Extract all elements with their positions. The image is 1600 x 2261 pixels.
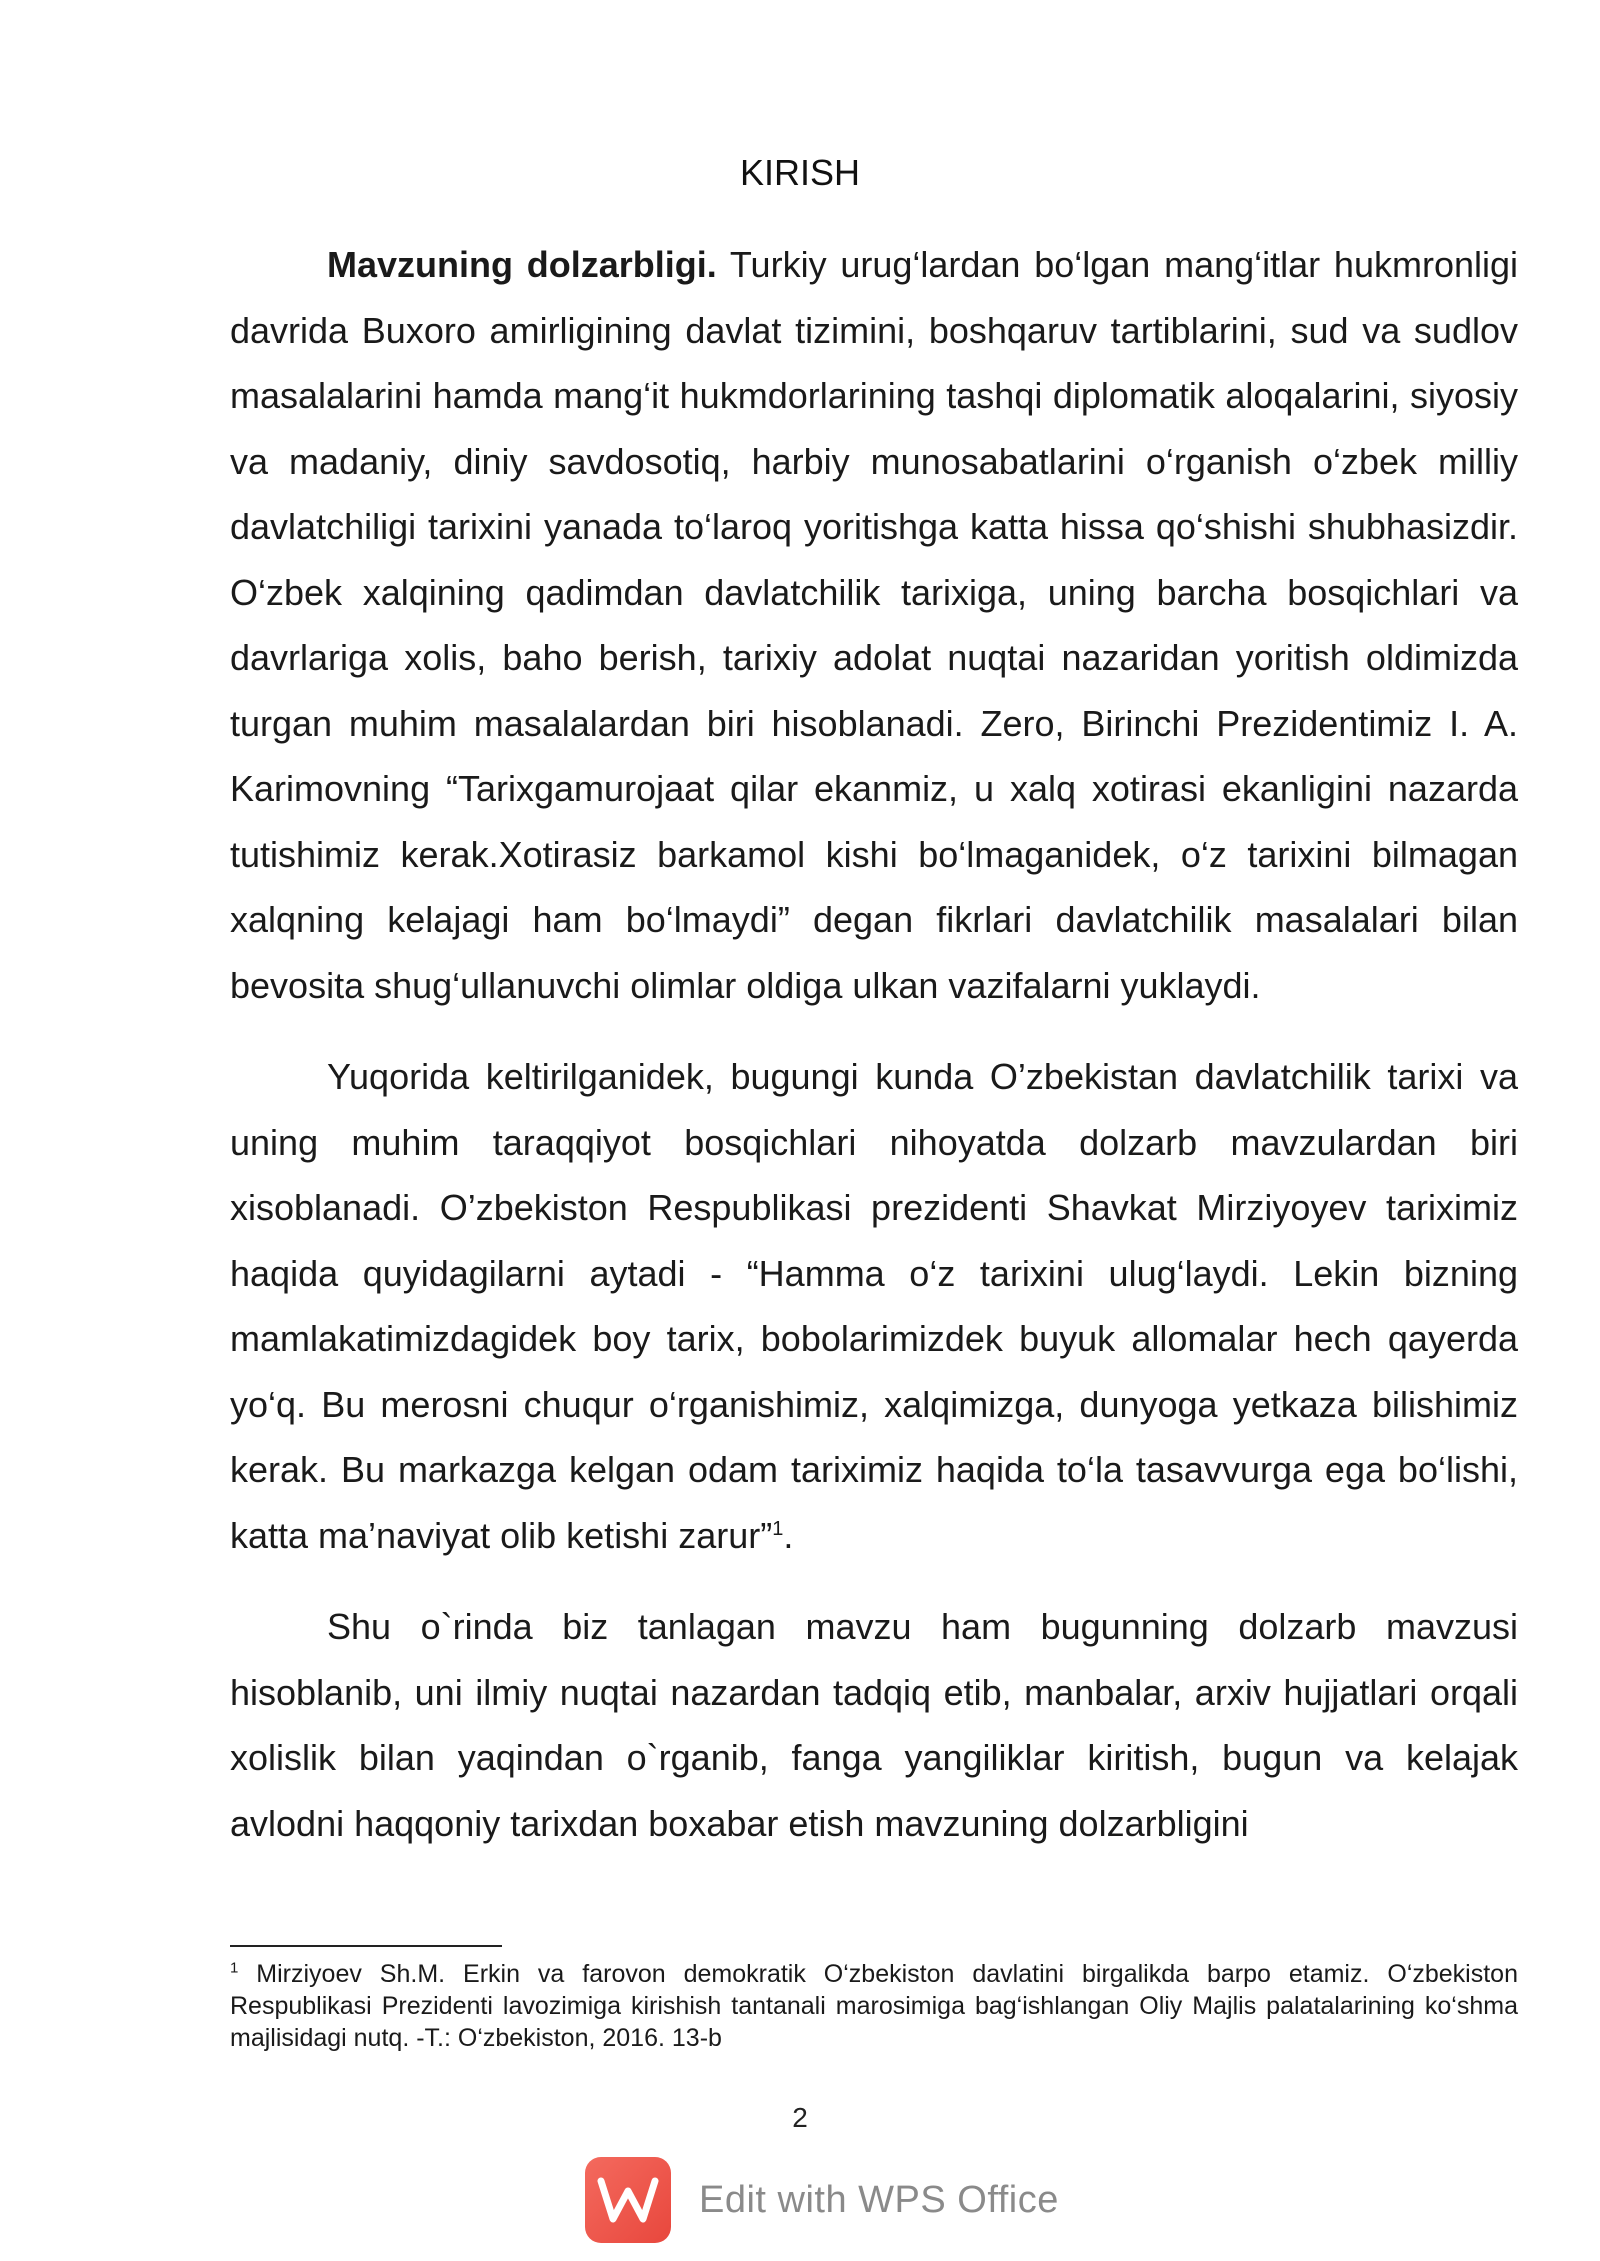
footnote-text: Mirziyoev Sh.M. Erkin va farovon demokratik O‘zbekiston davlatini birgalikda barpo etamiz. O‘zbekiston Respublikasi Prezidenti lavozimiga kirishish tantanali marosimiga bag‘ishlangan Oliy Majlis palatalarining ko‘shma majlisidagi nutq. -T.: O‘zbekiston, 2016. 13-b [230,1960,1518,2052]
footnote [230,1958,1518,2054]
paragraph-2 [230,1044,1518,1568]
paragraph-text: Turkiy urug‘lardan bo‘lgan mang‘itlar hukmronligi davrida Buxoro amirligining davlat tizimini, boshqaruv tartiblarini, sud va sudlov masalalarini hamda mang‘it hukmdorlarining tashqi diplomatik aloqalarini, siyosiy va madaniy, diniy savdosotiq, harbiy munosabatlarini o‘rganish o‘zbek milliy davlatchiligi tarixini yanada to‘laroq yoritishga katta hissa qo‘shishi shubhasizdir. O‘zbek xalqining qadimdan davlatchilik tarixiga, uning barcha bosqichlari va davrlariga xolis, baho berish, tarixiy adolat nuqtai nazaridan yoritish oldimizda turgan muhim masalalardan biri hisoblanadi. Zero, Birinchi Prezidentimiz I. A. Karimovning “Tarixgamurojaat qilar ekanmiz, u xalq xotirasi ekanligini nazarda tutishimiz kerak.Xotirasiz barkamol kishi bo‘lmaganidek, o‘z tarixini bilmagan xalqning kelajagi ham bo‘lmaydi” degan fikrlari davlatchilik masalalari bilan bevosita shug‘ullanuvchi olimlar oldiga ulkan vazifalarni yuklaydi. [230,244,1519,1006]
wps-edit-label[interactable]: Edit with WPS Office [699,2178,1059,2221]
paragraph-lead: Mavzuning dolzarbligi. [327,244,717,285]
document-body [230,232,1518,1882]
footnote-separator [230,1945,502,1947]
paragraph-text: Shu o`rinda biz tanlagan mavzu ham bugunning dolzarb mavzusi hisoblanib, uni ilmiy nuqtai nazardan tadqiq etib, manbalar, arxiv hujjatlari orqali xolislik bilan yaqindan o`rganib, fanga yangiliklar kiritish, bugun va kelajak avlodni haqqoniy tarixdan boxabar etish mavzuning dolzarbligini [230,1606,1518,1844]
page-title: KIRISH [739,152,861,193]
footnote-reference[interactable]: 1 [772,1517,784,1540]
wps-edit-banner[interactable] [585,2155,1059,2245]
footnote-marker: 1 [230,1959,239,1977]
paragraph-text: Yuqorida keltirilganidek, bugungi kunda O’zbekistan davlatchilik tarixi va uning muhim taraqqiyot bosqichlari nihoyatda dolzarb mavzulardan biri xisoblanadi. O’zbekiston Respublikasi prezidenti Shavkat Mirziyoyev tariximiz haqida quyidagilarni aytadi - “Hamma o‘z tarixini ulug‘laydi. Lekin bizning mamlakatimizdagidek boy tarix, bobolarimizdek buyuk allomalar hech qayerda yo‘q. Bu merosni chuqur o‘rganishimiz, xalqimizga, dunyoga yetkaza bilishimiz kerak. Bu markazga kelgan odam tariximiz haqida to‘la tasavvurga ega bo‘lishi, katta ma’naviyat olib ketishi zarur” [230,1056,1518,1556]
wps-logo-icon[interactable] [585,2157,671,2243]
wps-w-glyph-icon [597,2175,659,2225]
page-number: 2 [792,2102,808,2133]
paragraph-tail: . [783,1514,794,1556]
paragraph-1 [230,232,1518,1018]
paragraph-3 [230,1594,1518,1856]
